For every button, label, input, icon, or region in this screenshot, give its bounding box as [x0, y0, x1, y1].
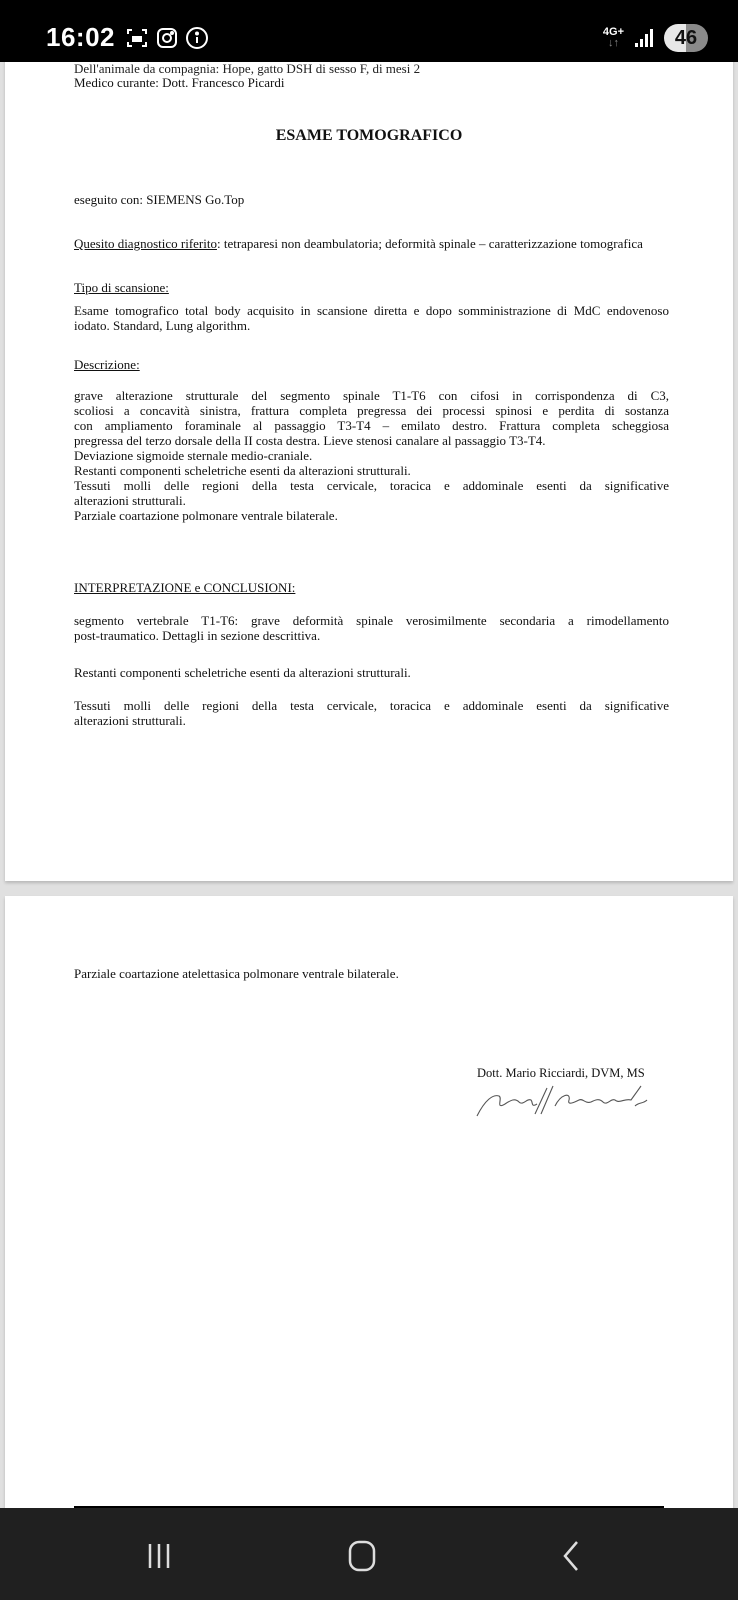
text-line: alterazioni strutturali. — [74, 493, 186, 508]
status-bar — [0, 0, 738, 62]
text-line: scoliosi a concavità sinistra, frattura completa pregressa dei processi spinosi e perdita di sostanza — [74, 403, 669, 418]
home-icon — [344, 1538, 380, 1574]
description-heading: Descrizione: — [74, 357, 140, 372]
attending-vet: Medico curante: Dott. Francesco Picardi — [74, 75, 285, 90]
network-type: 4G+ — [602, 26, 624, 38]
scan-type-heading: Tipo di scansione: — [74, 280, 169, 295]
status-time: 16:02 — [46, 22, 115, 52]
text-line: iodato. Standard, Lung algorithm. — [74, 318, 251, 333]
animal-info-line: Dell'animale da compagnia: Hope, gatto DSH di sesso F, di mesi 2 — [74, 62, 421, 76]
info-icon — [185, 26, 209, 50]
signer-name: Dott. Mario Ricciardi, DVM, MS — [477, 1066, 645, 1080]
document-title: ESAME TOMOGRAFICO — [275, 127, 463, 144]
text-line: post-traumatico. Dettagli in sezione descrittiva. — [74, 628, 321, 643]
diagnostic-question — [74, 236, 674, 251]
recent-apps-icon — [141, 1538, 177, 1574]
scan-type-paragraph — [74, 303, 669, 333]
pdf-page-1 — [5, 62, 733, 881]
text-line: Tessuti molli delle regioni della testa cervicale, toracica e addominale esenti da significative — [74, 478, 669, 493]
home-button[interactable] — [342, 1536, 382, 1576]
navigation-bar — [0, 1508, 738, 1600]
text-line: pregressa del terzo dorsale della II costa destra. Lieve stenosi canalare al passaggio T3-T4. — [74, 433, 546, 448]
text-line: Parziale coartazione polmonare ventrale bilaterale. — [74, 508, 338, 523]
diagnostic-question-label: Quesito diagnostico riferito — [74, 236, 217, 251]
text-line: Tessuti molli delle regioni della testa cervicale, toracica e addominale esenti da significative — [74, 698, 669, 713]
document-viewer[interactable] — [0, 62, 738, 1508]
screenshot-icon — [125, 26, 149, 50]
notification-icons — [125, 26, 209, 50]
conclusions-heading: INTERPRETAZIONE e CONCLUSIONI: — [74, 580, 296, 595]
text-line: Restanti componenti scheletriche esenti da alterazioni strutturali. — [74, 463, 411, 478]
system-status — [603, 24, 708, 52]
text-line: segmento vertebrale T1-T6: grave deformità spinale verosimilmente secondaria a rimodellamento — [74, 613, 669, 628]
text-line: grave alterazione strutturale del segmento spinale T1-T6 con cifosi in corrispondenza di C3, — [74, 388, 669, 403]
diagnostic-question-text: : tetraparesi non deambulatoria; deformità spinale – caratterizzazione tomografica — [216, 236, 643, 251]
back-icon — [553, 1538, 589, 1574]
conclusion-paragraph-1 — [74, 613, 669, 643]
data-arrows-icon: ↓↑ — [607, 37, 619, 49]
instagram-icon — [155, 26, 179, 50]
text-line: alterazioni strutturali. — [74, 713, 186, 728]
recent-apps-button[interactable] — [139, 1536, 179, 1576]
equipment-line: eseguito con: SIEMENS Go.Top — [74, 192, 245, 207]
back-button[interactable] — [551, 1536, 591, 1576]
text-line: Deviazione sigmoide sternale medio-craniale. — [74, 448, 313, 463]
signal-icon — [634, 28, 654, 48]
pdf-page-2 — [5, 896, 733, 1508]
conclusion-paragraph-3 — [74, 698, 669, 728]
text-line: con ampliamento foraminale al passaggio T3-T4 – emilato destro. Frattura completa scheggiosa — [74, 418, 669, 433]
conclusion-paragraph-2: Restanti componenti scheletriche esenti da alterazioni strutturali. — [74, 665, 411, 680]
network-indicator — [603, 27, 624, 49]
description-paragraph — [74, 388, 669, 523]
text-line: Esame tomografico total body acquisito in scansione diretta e dopo somministrazione di MdC endovenoso — [74, 303, 669, 318]
signature-image — [475, 1080, 655, 1120]
battery-indicator: 46 — [664, 24, 708, 52]
atelectasis-line: Parziale coartazione atelettasica polmonare ventrale bilaterale. — [74, 966, 399, 981]
